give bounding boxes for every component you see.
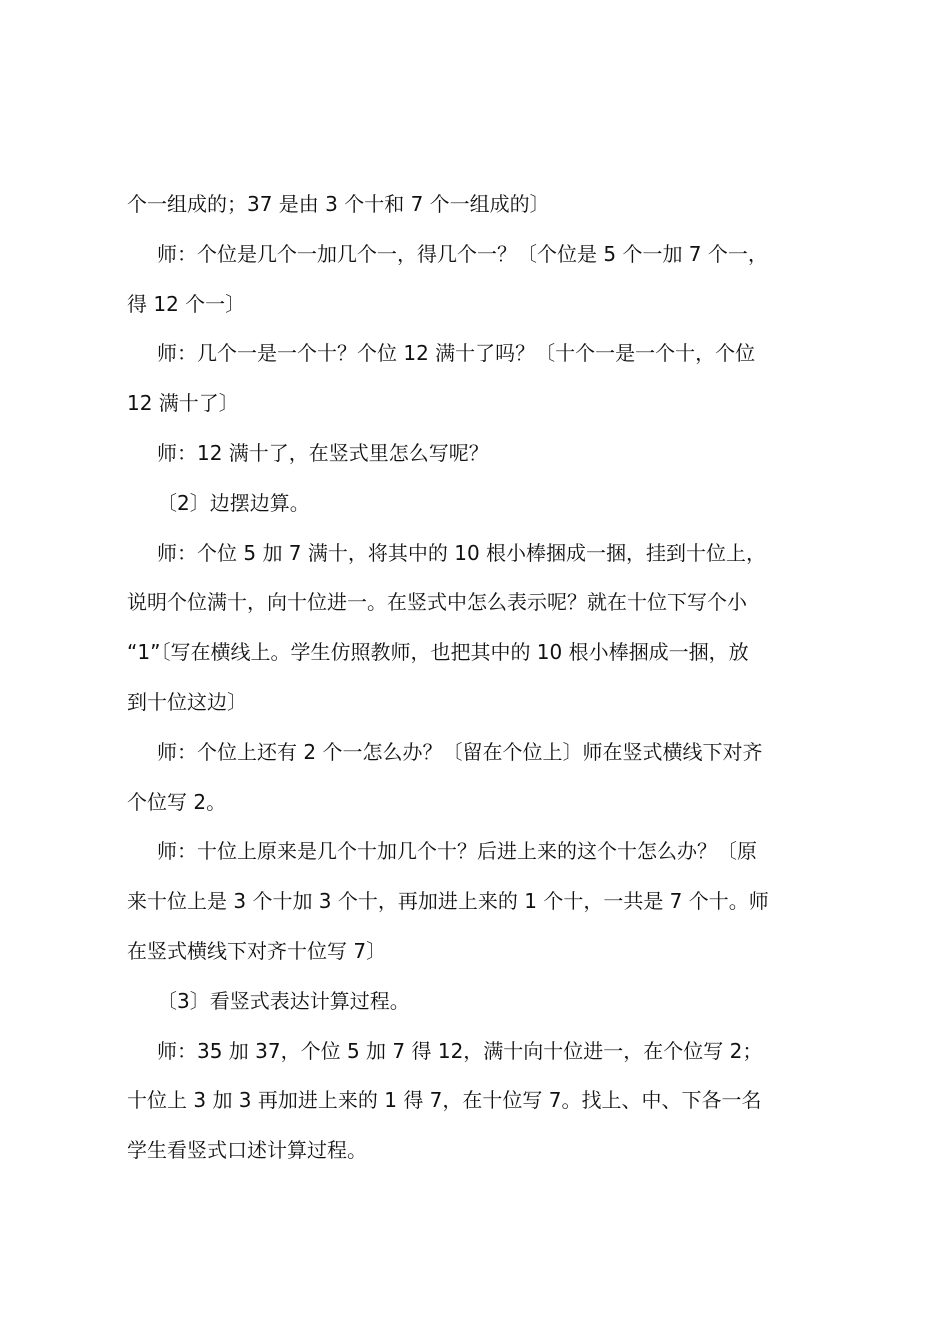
paragraph-teacher-summary	[127, 1027, 833, 1176]
text-line: 师：12 满十了，在竖式里怎么写呢？	[157, 440, 489, 465]
text-line: 师：几个一是一个十？个位 12 满十了吗？〔十个一是一个十，个位	[157, 341, 756, 366]
text-line: “1”〔写在横线上。学生仿照教师，也把其中的 10 根小棒捆成一捆，放	[127, 640, 749, 665]
text-line: 师：个位上还有 2 个一怎么办？〔留在个位上〕师在竖式横线下对齐	[157, 739, 763, 764]
text-line: 个一组成的；37 是由 3 个十和 7 个一组成的〕	[127, 192, 550, 216]
text-line: 〔2〕边摆边算。	[157, 490, 310, 515]
paragraph-teacher-question-vertical	[127, 429, 833, 479]
paragraph-section-3-heading	[127, 977, 833, 1027]
paragraph-teacher-carry-explanation	[127, 529, 833, 728]
text-line: 到十位这边〕	[127, 689, 247, 714]
paragraph-section-2-heading	[127, 479, 833, 529]
text-line: 学生看竖式口述计算过程。	[127, 1138, 367, 1163]
text-line: 来十位上是 3 个十加 3 个十，再加进上来的 1 个十，一共是 7 个十。师	[127, 889, 769, 914]
text-line: 说明个位满十，向十位进一。在竖式中怎么表示呢？就在十位下写个小	[127, 590, 747, 615]
paragraph-continuation	[127, 180, 833, 230]
text-line: 个位写 2。	[127, 789, 227, 814]
text-line: 师：十位上原来是几个十加几个十？后进上来的这个十怎么办？〔原	[157, 839, 757, 864]
text-line: 在竖式横线下对齐十位写 7〕	[127, 938, 387, 963]
text-line: 十位上 3 加 3 再加进上来的 1 得 7，在十位写 7。找上、中、下各一名	[127, 1088, 762, 1113]
document-body	[127, 180, 833, 1176]
paragraph-teacher-ones-remaining	[127, 728, 833, 828]
paragraph-teacher-question-ten	[127, 329, 833, 429]
paragraph-teacher-tens-question	[127, 827, 833, 976]
text-line: 师：35 加 37，个位 5 加 7 得 12，满十向十位进一，在个位写 2；	[157, 1038, 763, 1063]
text-line: 12 满十了〕	[127, 391, 239, 416]
text-line: 师：个位是几个一加几个一，得几个一？〔个位是 5 个一加 7 个一，	[157, 241, 768, 266]
text-line: 得 12 个一〕	[127, 291, 246, 316]
text-line: 师：个位 5 加 7 满十，将其中的 10 根小棒捆成一捆，挂到十位上，	[157, 540, 767, 565]
paragraph-teacher-question-ones	[127, 230, 833, 330]
text-line: 〔3〕看竖式表达计算过程。	[157, 988, 410, 1013]
